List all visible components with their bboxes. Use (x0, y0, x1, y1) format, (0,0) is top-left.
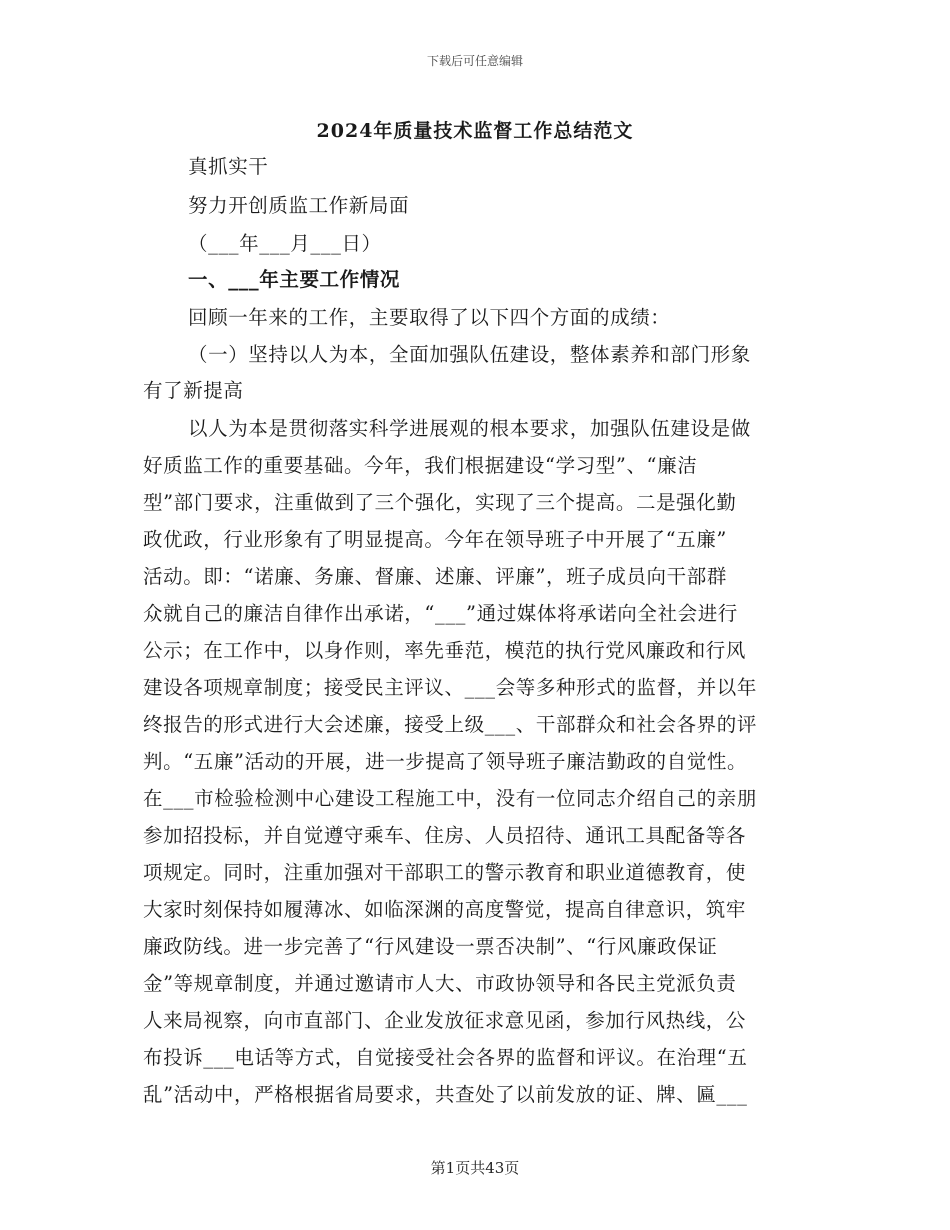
paragraph-line: 大家时刻保持如履薄冰、如临深渊的高度警觉，提高自律意识，筑牢 (143, 898, 747, 921)
subtitle-line: 努力开创质监工作新局面 (188, 194, 410, 217)
paragraph-line: 在___市检验检测中心建设工程施工中，没有一位同志介绍自己的亲朋 (143, 787, 757, 810)
subsection-heading-cont: 有了新提高 (143, 379, 244, 402)
paragraph-line: 判。“五廉”活动的开展，进一步提高了领导班子廉洁勤政的自觉性。 (143, 750, 748, 773)
document-title: 2024年质量技术监督工作总结范文 (316, 120, 634, 142)
section-heading: 一、___年主要工作情况 (188, 268, 400, 291)
paragraph-line: 众就自己的廉洁自律作出承诺，“___”通过媒体将承诺向全社会进行 (143, 602, 738, 625)
page-number-footer: 第1页共43页 (430, 1159, 520, 1177)
paragraph-line: 参加招投标，并自觉遵守乘车、住房、人员招待、通讯工具配备等各 (143, 824, 747, 847)
paragraph-line: 活动。即：“诺廉、务廉、督廉、述廉、评廉”，班子成员向干部群 (143, 565, 727, 588)
paragraph-line: 布投诉___电话等方式，自觉接受社会各界的监督和评议。在治理“五 (143, 1046, 748, 1069)
paragraph-line: 型”部门要求，注重做到了三个强化，实现了三个提高。二是强化勤 (143, 491, 737, 514)
paragraph-line: 以人为本是贯彻落实科学进展观的根本要求，加强队伍建设是做 (188, 417, 751, 440)
date-line: （___年___月___日） (188, 232, 382, 255)
paragraph-line: 金”等规章制度，并通过邀请市人大、市政协领导和各民主党派负责 (143, 972, 737, 995)
paragraph-line: 项规定。同时，注重加强对干部职工的警示教育和职业道德教育，使 (143, 861, 747, 884)
paragraph-line: 廉政防线。进一步完善了“行风建设一票否决制”、“行风廉政保证 (143, 935, 718, 958)
paragraph-line: 政优政，行业形象有了明显提高。今年在领导班子中开展了“五廉” (143, 528, 727, 551)
paragraph-line: 公示；在工作中，以身作则，率先垂范，模范的执行党风廉政和行风 (143, 639, 747, 662)
page-header-note: 下载后可任意编辑 (426, 54, 523, 68)
paragraph-line: 终报告的形式进行大会述廉，接受上级___、干部群众和社会各界的评 (143, 713, 757, 736)
paragraph-line: 乱”活动中，严格根据省局要求，共查处了以前发放的证、牌、匾___ (143, 1083, 748, 1106)
paragraph-line: 人来局视察，向市直部门、企业发放征求意见函，参加行风热线，公 (143, 1009, 747, 1032)
subsection-heading: （一）坚持以人为本，全面加强队伍建设，整体素养和部门形象 (188, 343, 751, 366)
paragraph-line: 回顾一年来的工作，主要取得了以下四个方面的成绩： (188, 306, 671, 329)
paragraph-line: 建设各项规章制度；接受民主评议、___会等多种形式的监督，并以年 (143, 676, 757, 699)
subtitle-line: 真抓实干 (188, 155, 269, 178)
paragraph-line: 好质监工作的重要基础。今年，我们根据建设“学习型”、“廉洁 (143, 454, 698, 477)
